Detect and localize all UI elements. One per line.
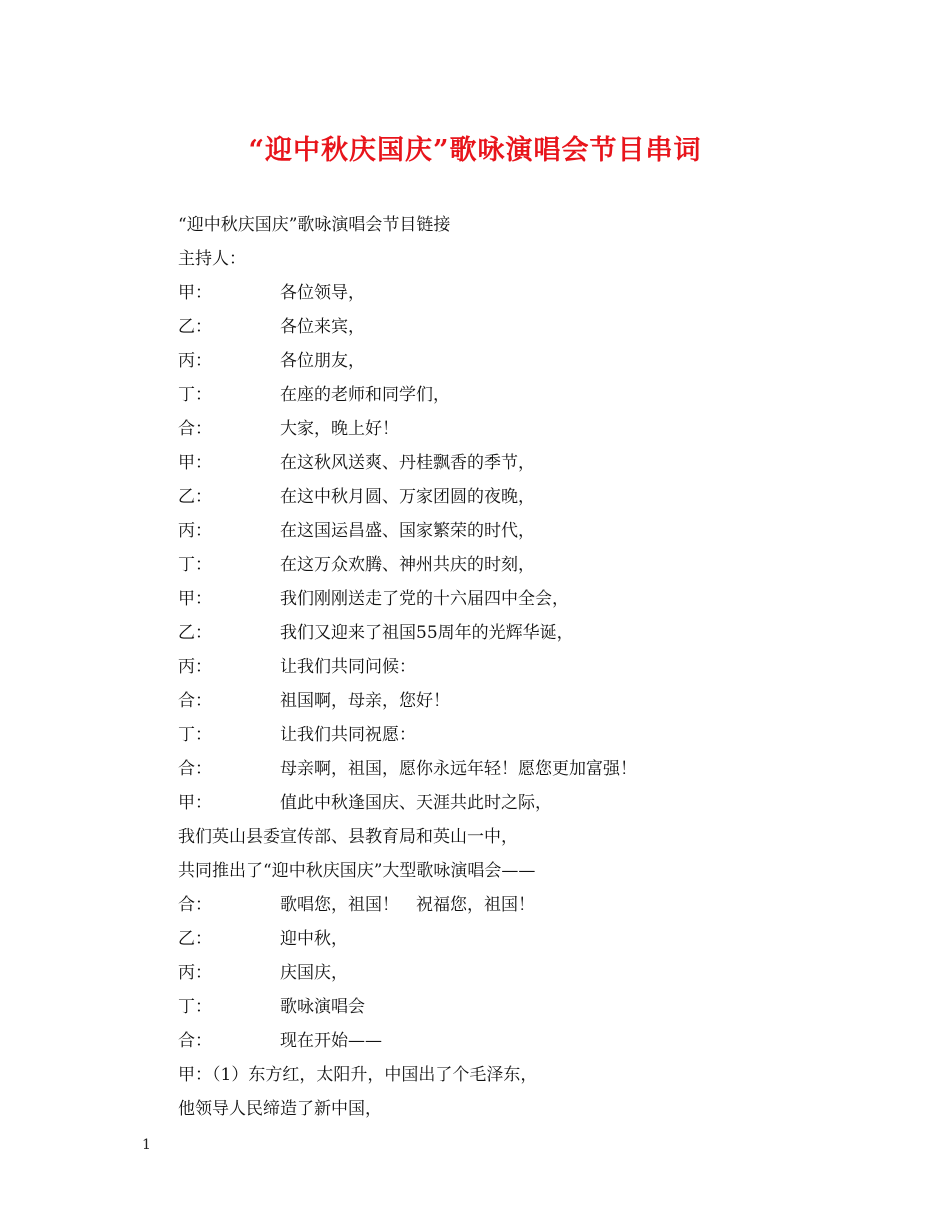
script-line <box>178 718 878 752</box>
script-line <box>178 786 878 820</box>
speaker-label: 合： <box>178 895 212 915</box>
script-line <box>178 276 878 310</box>
line-text: 在这秋风送爽、丹桂飘香的季节， <box>280 453 535 473</box>
speaker-label: 丁： <box>178 725 212 745</box>
script-line <box>178 1092 878 1126</box>
speaker-label: 甲： <box>178 453 212 473</box>
speaker-label: 乙： <box>178 623 212 643</box>
speaker-label: 丙： <box>178 963 212 983</box>
script-line <box>178 208 878 242</box>
line-text: 各位朋友， <box>280 351 365 371</box>
line-text: 在这中秋月圆、万家团圆的夜晚， <box>280 487 535 507</box>
speaker-label: 合： <box>178 1031 212 1051</box>
line-text: 主持人： <box>178 249 246 269</box>
script-line <box>178 378 878 412</box>
speaker-label: 丁： <box>178 555 212 575</box>
line-text: 歌咏演唱会 <box>280 997 365 1017</box>
speaker-label: 甲： <box>178 283 212 303</box>
line-text: 各位来宾， <box>280 317 365 337</box>
line-text: 我们又迎来了祖国55周年的光辉华诞， <box>280 623 574 643</box>
line-text: 甲：（1）东方红，太阳升，中国出了个毛泽东， <box>178 1065 538 1085</box>
document-body <box>178 208 878 1126</box>
script-line <box>178 752 878 786</box>
line-text: 在这万众欢腾、神州共庆的时刻， <box>280 555 535 575</box>
script-line <box>178 514 878 548</box>
script-line <box>178 854 878 888</box>
script-line <box>178 1058 878 1092</box>
line-text: 让我们共同问候： <box>280 657 416 677</box>
line-text: “迎中秋庆国庆”歌咏演唱会节目链接 <box>178 215 451 235</box>
script-line <box>178 888 878 922</box>
line-text: 我们刚刚送走了党的十六届四中全会， <box>280 589 569 609</box>
line-text: 迎中秋， <box>280 929 348 949</box>
script-line <box>178 650 878 684</box>
script-line <box>178 956 878 990</box>
script-line <box>178 820 878 854</box>
script-line <box>178 344 878 378</box>
script-line <box>178 922 878 956</box>
line-text: 在座的老师和同学们， <box>280 385 450 405</box>
speaker-label: 乙： <box>178 317 212 337</box>
speaker-label: 合： <box>178 419 212 439</box>
document-title: “迎中秋庆国庆”歌咏演唱会节目串词 <box>248 135 702 166</box>
script-line <box>178 616 878 650</box>
script-line <box>178 446 878 480</box>
line-text: 我们英山县委宣传部、县教育局和英山一中， <box>178 827 518 847</box>
line-text: 共同推出了“迎中秋庆国庆”大型歌咏演唱会—— <box>178 861 536 881</box>
line-text: 他领导人民缔造了新中国， <box>178 1099 382 1119</box>
page-number: 1 <box>142 1137 151 1153</box>
line-text: 大家，晚上好！ <box>280 419 399 439</box>
line-text: 在这国运昌盛、国家繁荣的时代， <box>280 521 535 541</box>
speaker-label: 合： <box>178 691 212 711</box>
script-line <box>178 684 878 718</box>
speaker-label: 丙： <box>178 657 212 677</box>
speaker-label: 甲： <box>178 793 212 813</box>
speaker-label: 甲： <box>178 589 212 609</box>
speaker-label: 乙： <box>178 929 212 949</box>
script-line <box>178 310 878 344</box>
line-text: 祖国啊，母亲，您好！ <box>280 691 450 711</box>
speaker-label: 丙： <box>178 351 212 371</box>
speaker-label: 丁： <box>178 997 212 1017</box>
speaker-label: 合： <box>178 759 212 779</box>
line-text: 值此中秋逢国庆、天涯共此时之际， <box>280 793 552 813</box>
line-text: 各位领导， <box>280 283 365 303</box>
script-line <box>178 1024 878 1058</box>
line-text: 现在开始—— <box>280 1031 382 1051</box>
script-line <box>178 990 878 1024</box>
line-text: 母亲啊，祖国，愿你永远年轻！愿您更加富强！ <box>280 759 637 779</box>
speaker-label: 乙： <box>178 487 212 507</box>
line-text: 庆国庆， <box>280 963 348 983</box>
script-line <box>178 242 878 276</box>
line-text: 歌唱您，祖国！ 祝福您，祖国！ <box>280 895 535 915</box>
speaker-label: 丙： <box>178 521 212 541</box>
line-text: 让我们共同祝愿： <box>280 725 416 745</box>
script-line <box>178 582 878 616</box>
script-line <box>178 480 878 514</box>
speaker-label: 丁： <box>178 385 212 405</box>
script-line <box>178 548 878 582</box>
script-line <box>178 412 878 446</box>
